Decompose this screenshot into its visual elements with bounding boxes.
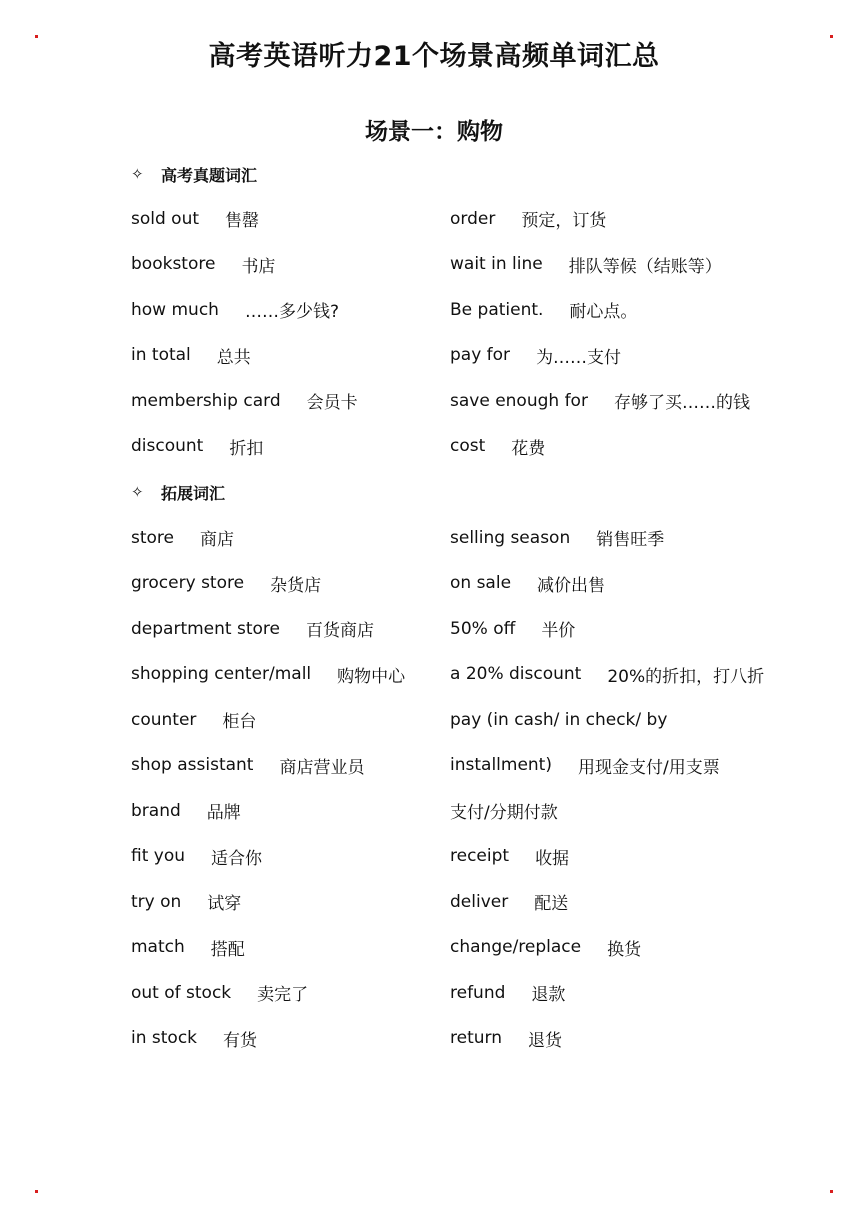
english-term: department store (131, 618, 280, 639)
chinese-meaning: 试穿 (207, 894, 242, 915)
scene-title: 场景一：购物 (365, 119, 503, 145)
chinese-meaning: 会员卡 (306, 393, 358, 414)
vocab-entry-left (131, 798, 450, 823)
vocab-row (131, 333, 831, 379)
english-term: installment) (450, 755, 552, 776)
english-term: fit you (131, 846, 186, 867)
english-term: pay for (450, 345, 511, 366)
section-heading-label: 拓展词汇 (161, 483, 226, 503)
chinese-meaning: 退款 (531, 985, 566, 1006)
chinese-meaning: ……多少钱? (244, 302, 339, 323)
chinese-meaning: 百货商店 (305, 621, 374, 642)
english-term: in total (131, 345, 191, 366)
vocab-entry-left (131, 980, 450, 1005)
english-term: order (450, 208, 496, 229)
chinese-meaning: 用现金支付/用支票 (577, 757, 720, 778)
vocab-row (131, 743, 831, 789)
vocab-entry-left (131, 206, 450, 231)
vocab-entry-right (450, 252, 831, 277)
vocab-entry-right (450, 343, 831, 368)
english-term: membership card (131, 390, 281, 411)
vocab-entry-left (131, 616, 450, 641)
vocab-row (131, 879, 831, 925)
page-title: 高考英语听力21个场景高频单词汇总 (208, 41, 660, 72)
english-term: Be patient. (450, 299, 544, 320)
vocab-entry-right (450, 297, 831, 322)
section-heading-extended-vocab (131, 480, 225, 504)
chinese-meaning: 售罄 (225, 211, 260, 232)
vocab-entry-right (450, 206, 831, 231)
vocab-entry-right (450, 753, 831, 778)
vocab-entry-left (131, 935, 450, 960)
vocab-entry-left (131, 388, 450, 413)
english-term: on sale (450, 573, 512, 594)
english-term: out of stock (131, 982, 232, 1003)
chinese-meaning: 品牌 (206, 803, 241, 824)
english-term: 50% off (450, 618, 516, 639)
chinese-meaning: 减价出售 (537, 575, 606, 596)
chinese-meaning: 配送 (534, 894, 569, 915)
vocab-entry-right (450, 798, 831, 823)
vocab-row (131, 287, 831, 333)
english-term: save enough for (450, 390, 588, 411)
english-term: match (131, 937, 185, 958)
vocab-entry-right (450, 434, 831, 459)
vocab-table-exam (131, 196, 831, 469)
chinese-meaning: 20%的折扣，打八折 (607, 666, 765, 687)
vocab-row (131, 242, 831, 288)
vocab-entry-left (131, 252, 450, 277)
english-term: receipt (450, 846, 510, 867)
vocab-row (131, 196, 831, 242)
vocab-entry-right (450, 980, 831, 1005)
vocab-row (131, 378, 831, 424)
section-heading-exam-vocab (131, 162, 257, 186)
vocab-row (131, 697, 831, 743)
english-term: pay (in cash/ in check/ by (450, 709, 668, 730)
vocab-entry-left (131, 525, 450, 550)
chinese-meaning: 存够了买……的钱 (613, 393, 750, 414)
vocab-row (131, 925, 831, 971)
chinese-meaning: 为……支付 (536, 347, 622, 368)
chinese-meaning: 柜台 (222, 712, 257, 733)
vocab-row (131, 561, 831, 607)
chinese-meaning: 半价 (541, 621, 576, 642)
chinese-meaning: 商店营业员 (279, 757, 365, 778)
english-term: shopping center/mall (131, 664, 312, 685)
vocab-entry-right (450, 889, 831, 914)
english-term: discount (131, 436, 204, 457)
chinese-meaning: 总共 (216, 347, 251, 368)
chinese-meaning: 折扣 (229, 438, 264, 459)
vocab-entry-left (131, 434, 450, 459)
english-term: bookstore (131, 254, 216, 275)
chinese-meaning: 退货 (527, 1030, 562, 1051)
chinese-meaning: 耐心点。 (569, 302, 638, 323)
english-term: store (131, 527, 174, 548)
vocab-row (131, 424, 831, 470)
four-point-star-icon: ✧ (131, 165, 144, 183)
chinese-meaning: 排队等候（结账等） (568, 256, 722, 277)
chinese-meaning: 杂货店 (270, 575, 322, 596)
english-term: brand (131, 800, 181, 821)
english-term: a 20% discount (450, 664, 582, 685)
four-point-star-icon: ✧ (131, 483, 144, 501)
vocab-entry-right (450, 710, 831, 730)
vocab-entry-right (450, 388, 831, 413)
vocab-entry-right (450, 1026, 831, 1051)
vocab-row (131, 515, 831, 561)
vocab-entry-left (131, 889, 450, 914)
vocab-entry-left (131, 662, 450, 687)
vocab-entry-right (450, 616, 831, 641)
vocab-entry-left (131, 343, 450, 368)
english-term: how much (131, 299, 219, 320)
vocab-entry-right (450, 571, 831, 596)
chinese-meaning: 收据 (535, 848, 570, 869)
chinese-meaning: 适合你 (211, 848, 263, 869)
crop-mark-bottom-right (830, 1190, 833, 1193)
vocab-entry-left (131, 844, 450, 869)
vocab-row (131, 834, 831, 880)
vocab-entry-left (131, 297, 450, 322)
chinese-meaning: 换货 (607, 939, 642, 960)
chinese-meaning: 搭配 (210, 939, 245, 960)
english-term: deliver (450, 891, 509, 912)
english-term: selling season (450, 527, 571, 548)
vocab-row (131, 970, 831, 1016)
chinese-meaning: 有货 (223, 1030, 258, 1051)
chinese-meaning: 书店 (241, 256, 276, 277)
english-term: try on (131, 891, 182, 912)
vocab-entry-right (450, 525, 831, 550)
vocab-entry-left (131, 571, 450, 596)
english-term: counter (131, 709, 197, 730)
english-term: refund (450, 982, 506, 1003)
vocab-row (131, 606, 831, 652)
chinese-meaning: 商店 (200, 530, 234, 551)
chinese-meaning: 支付/分期付款 (450, 803, 558, 824)
english-term: change/replace (450, 937, 582, 958)
vocab-row (131, 788, 831, 834)
section-heading-label: 高考真题词汇 (161, 165, 258, 185)
english-term: in stock (131, 1028, 198, 1049)
vocab-entry-left (131, 1026, 450, 1051)
chinese-meaning: 预定，订货 (521, 211, 607, 232)
chinese-meaning: 购物中心 (337, 666, 406, 687)
vocab-entry-right (450, 662, 831, 687)
chinese-meaning: 卖完了 (257, 985, 309, 1006)
vocab-row (131, 1016, 831, 1062)
vocab-table-extended (131, 515, 831, 1061)
chinese-meaning: 销售旺季 (596, 530, 665, 551)
english-term: shop assistant (131, 755, 254, 776)
english-term: return (450, 1028, 502, 1049)
vocab-entry-right (450, 844, 831, 869)
english-term: grocery store (131, 573, 245, 594)
vocab-row (131, 652, 831, 698)
chinese-meaning: 花费 (511, 438, 546, 459)
crop-mark-bottom-left (35, 1190, 38, 1193)
vocab-entry-right (450, 935, 831, 960)
english-term: wait in line (450, 254, 543, 275)
vocab-entry-left (131, 707, 450, 732)
english-term: cost (450, 436, 486, 457)
vocab-entry-left (131, 753, 450, 778)
english-term: sold out (131, 208, 200, 229)
